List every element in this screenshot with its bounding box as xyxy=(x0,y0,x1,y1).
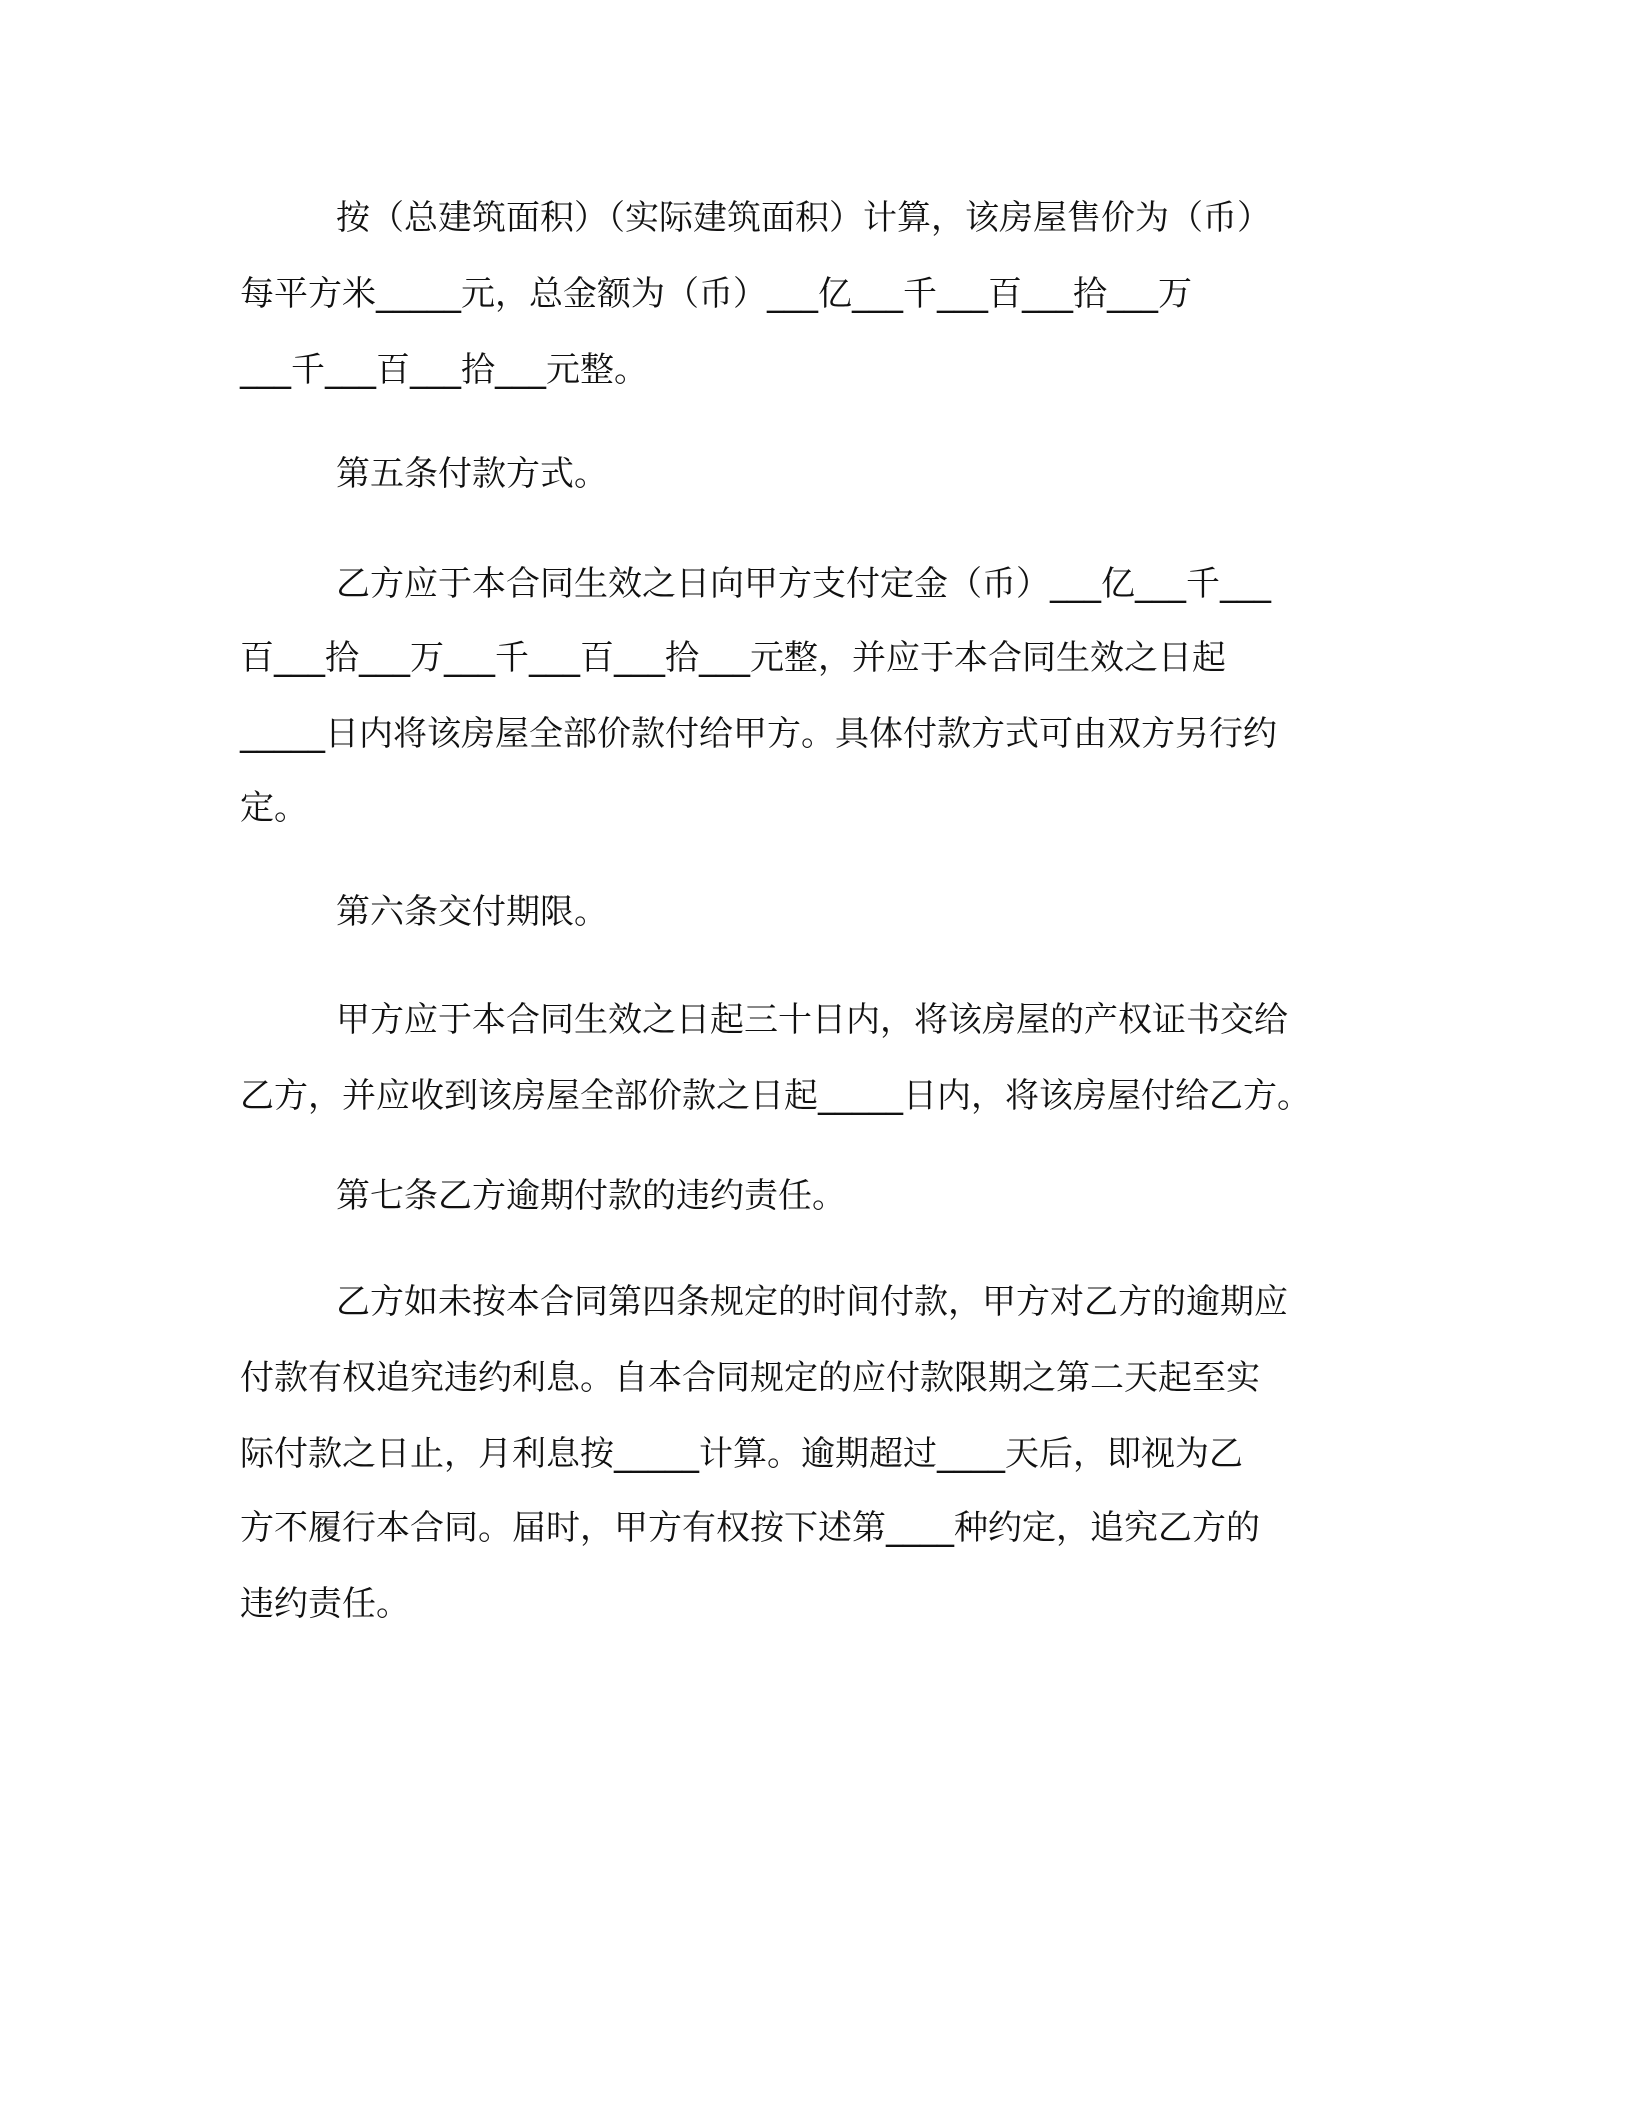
paragraph-payment-line-1: 乙方应于本合同生效之日向甲方支付定金（币）___亿___千___ xyxy=(336,564,1271,604)
article-7-heading: 第七条乙方逾期付款的违约责任。 xyxy=(336,1176,846,1216)
paragraph-liability-line-1: 乙方如未按本合同第四条规定的时间付款，甲方对乙方的逾期应 xyxy=(336,1282,1288,1322)
paragraph-delivery-line-2: 乙方，并应收到该房屋全部价款之日起_____日内，将该房屋付给乙方。 xyxy=(240,1076,1311,1116)
paragraph-price-line-1: 按（总建筑面积）（实际建筑面积）计算，该房屋售价为（币） xyxy=(336,198,1271,238)
article-6-heading: 第六条交付期限。 xyxy=(336,892,608,932)
paragraph-delivery-line-1: 甲方应于本合同生效之日起三十日内，将该房屋的产权证书交给 xyxy=(336,1000,1288,1040)
paragraph-liability-line-4: 方不履行本合同。届时，甲方有权按下述第____种约定，追究乙方的 xyxy=(240,1508,1260,1548)
paragraph-liability-line-5: 违约责任。 xyxy=(240,1584,410,1624)
paragraph-payment-line-2: 百___拾___万___千___百___拾___元整，并应于本合同生效之日起 xyxy=(240,638,1226,678)
paragraph-payment-line-3: _____日内将该房屋全部价款付给甲方。具体付款方式可由双方另行约 xyxy=(240,714,1277,754)
paragraph-liability-line-3: 际付款之日止，月利息按_____计算。逾期超过____天后，即视为乙 xyxy=(240,1434,1243,1474)
paragraph-price-line-3: ___千___百___拾___元整。 xyxy=(240,350,648,390)
article-5-heading: 第五条付款方式。 xyxy=(336,454,608,494)
paragraph-payment-line-4: 定。 xyxy=(240,788,308,828)
paragraph-liability-line-2: 付款有权追究违约利息。自本合同规定的应付款限期之第二天起至实 xyxy=(240,1358,1260,1398)
paragraph-price-line-2: 每平方米_____元，总金额为（币）___亿___千___百___拾___万 xyxy=(240,274,1192,314)
